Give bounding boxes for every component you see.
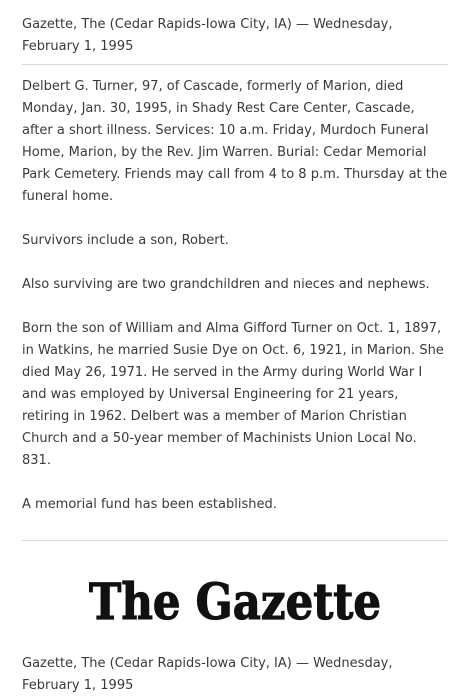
obituary-paragraph-2: Survivors include a son, Robert.: [22, 233, 229, 248]
source-header: Gazette, The (Cedar Rapids-Iowa City, IA) — Wednesday, February 1, 1995: [22, 17, 393, 54]
obituary-paragraph-5: A memorial fund has been established.: [22, 497, 277, 512]
source-footer: Gazette, The (Cedar Rapids-Iowa City, IA) — Wednesday, February 1, 1995: [22, 656, 393, 693]
obituary-paragraph-4: Born the son of William and Alma Gifford Turner on Oct. 1, 1897, in Watkins, he married Susie Dye on Oct. 6, 1921, in Marion. She died May 26, 1971. He served in the Army during World War I and was employed by Universal Engineering for 21 years, retiring in 1962. Delbert was a member of Marion Christian Church and a 50-year member of Machinists Union Local No. 831.: [22, 321, 444, 468]
gazette-masthead-graphic: [85, 565, 385, 637]
obituary-paragraph-3: Also surviving are two grandchildren and nieces and nephews.: [22, 277, 430, 292]
obituary-paragraph-1: Delbert G. Turner, 97, of Cascade, formerly of Marion, died Monday, Jan. 30, 1995, in Shady Rest Care Center, Cascade, after a short illness. Services: 10 a.m. Friday, Murdoch Funeral Home, Marion, by the Rev. Jim Warren. Burial: Cedar Memorial Park Cemetery. Friends may call from 4 to 8 p.m. Thursday at the funeral home.: [22, 79, 448, 204]
the-gazette-logo: [22, 565, 448, 637]
footer-divider: [22, 540, 448, 541]
header-divider: [22, 64, 448, 65]
logo-wordmark: The Gazette: [89, 572, 381, 631]
obituary-document: [22, 14, 448, 697]
